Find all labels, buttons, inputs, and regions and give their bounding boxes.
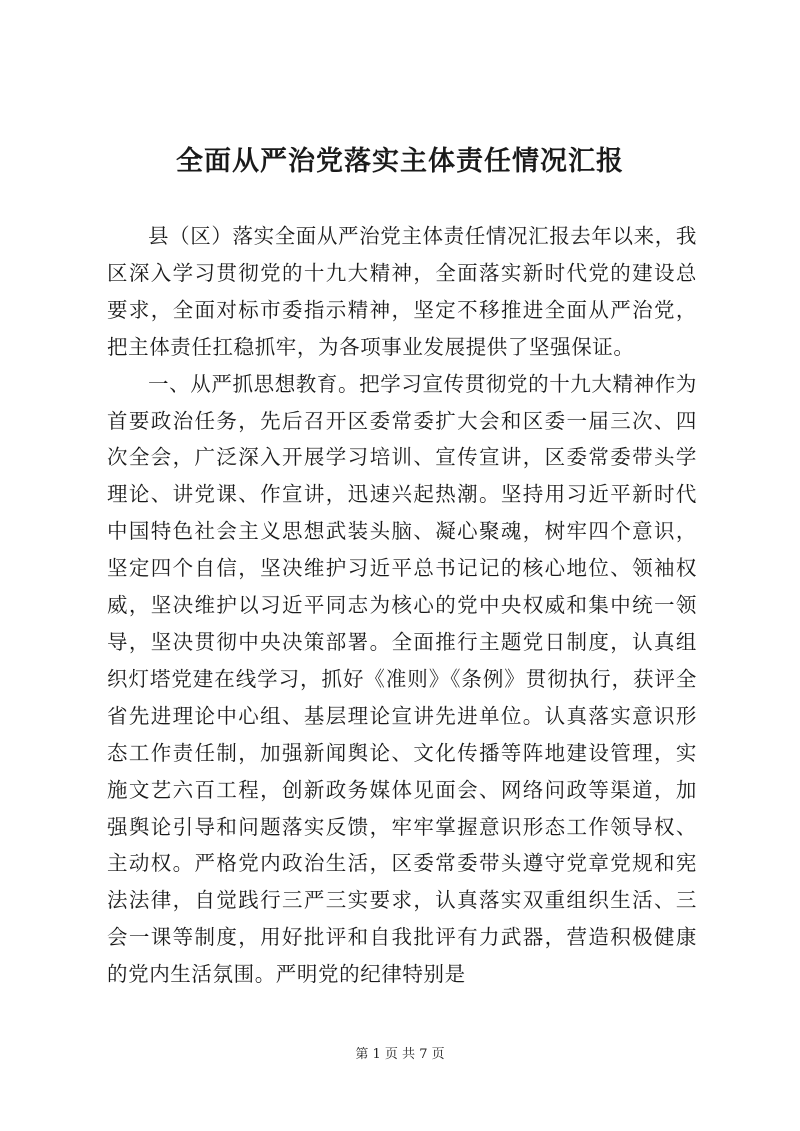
paragraph-intro: 县（区）落实全面从严治党主体责任情况汇报去年以来，我区深入学习贯彻党的十九大精神，全面落实新时代党的建设总要求，全面对标市委指示精神，坚定不移推进全面从严治党，把主体责任扛稳抓牢，为各项事业发展提供了坚强保证。 [107, 224, 697, 359]
document-body [107, 218, 697, 993]
paragraph-section-one: 一、从严抓思想教育。把学习宣传贯彻党的十九大精神作为首要政治任务，先后召开区委常委扩大会和区委一届三次、四次全会，广泛深入开展学习培训、宣传宣讲，区委常委带头学理论、讲党课、作宣讲，迅速兴起热潮。坚持用习近平新时代中国特色社会主义思想武装头脑、凝心聚魂，树牢四个意识，坚定四个自信，坚决维护习近平总书记记的核心地位、领袖权威，坚决维护以习近平同志为核心的党中央权威和集中统一领导，坚决贯彻中央决策部署。全面推行主题党日制度，认真组织灯塔党建在线学习，抓好《准则》《条例》贯彻执行，获评全省先进理论中心组、基层理论宣讲先进单位。认真落实意识形态工作责任制，加强新闻舆论、文化传播等阵地建设管理，实施文艺六百工程，创新政务媒体见面会、网络问政等渠道，加强舆论引导和问题落实反馈，牢牢掌握意识形态工作领导权、主动权。严格党内政治生活，区委常委带头遵守党章党规和宪法法律，自觉践行三严三实要求，认真落实双重组织生活、三会一课等制度，用好批评和自我批评有力武器，营造积极健康的党内生活氛围。严明党的纪律特别是 [107, 371, 697, 987]
page-footer: 第 1 页 共 7 页 [355, 1047, 445, 1062]
document-title: 全面从严治党落实主体责任情况汇报 [176, 146, 624, 177]
